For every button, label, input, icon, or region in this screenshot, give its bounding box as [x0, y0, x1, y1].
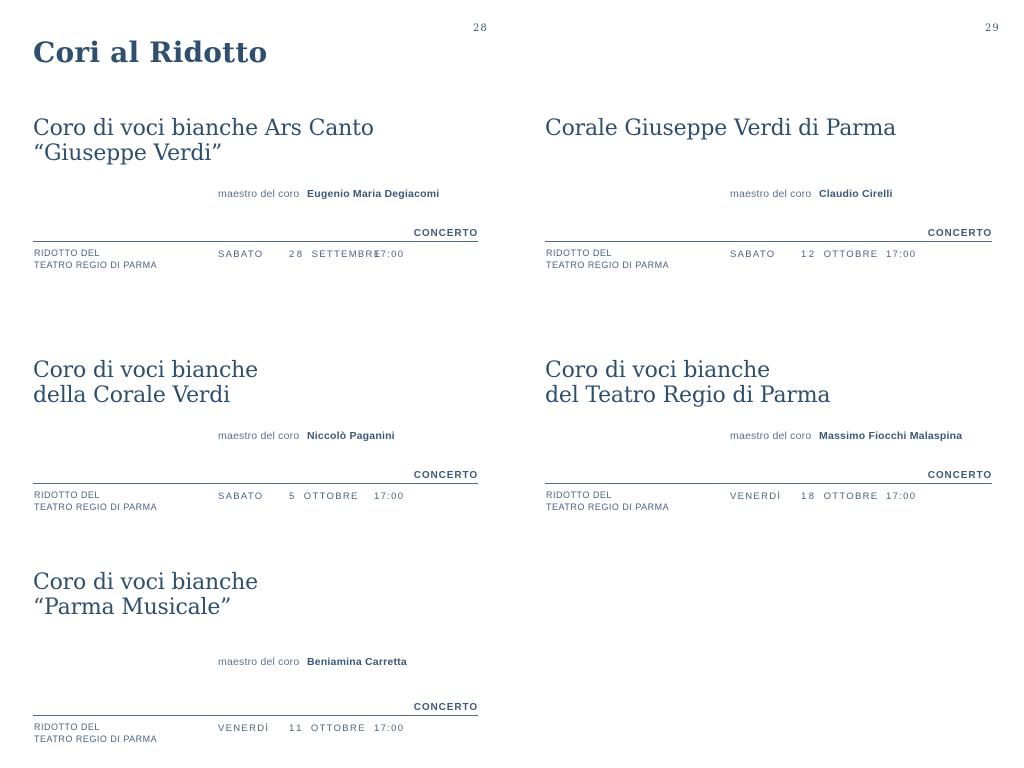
event-title-line1: Coro di voci bianche [33, 358, 258, 383]
event-title [33, 116, 374, 166]
day-of-week: SABATO [730, 249, 776, 260]
event-title [33, 570, 258, 620]
schedule-row [545, 490, 992, 518]
day-of-week: VENERDÌ [730, 491, 782, 502]
event-block-corale-verdi-parma [545, 116, 992, 286]
month: OTTOBRE [310, 723, 366, 734]
event-title [545, 358, 830, 408]
venue-line2: TEATRO REGIO DI PARMA [34, 259, 158, 270]
date-number: 18 [801, 491, 817, 502]
venue [546, 490, 726, 513]
maestro-label: maestro del coro [730, 430, 812, 442]
venue [34, 490, 214, 513]
venue-line1: RIDOTTO DEL [34, 490, 100, 500]
time: 17:00 [886, 491, 917, 502]
venue [546, 248, 726, 271]
maestro-name: Niccolò Paganini [307, 430, 395, 442]
venue-line1: RIDOTTO DEL [546, 490, 612, 500]
venue-line2: TEATRO REGIO DI PARMA [546, 501, 670, 512]
schedule-row [33, 490, 478, 518]
month: OTTOBRE [823, 249, 879, 260]
event-block-parma-musicale [33, 570, 478, 760]
event-type-label: CONCERTO [413, 470, 478, 481]
event-title-line2: della Corale Verdi [33, 383, 230, 408]
schedule-row [545, 248, 992, 276]
event-title-line1: Coro di voci bianche [33, 570, 258, 595]
month: OTTOBRE [303, 491, 359, 502]
venue [34, 248, 214, 271]
event-type-label: CONCERTO [413, 228, 478, 239]
maestro-label: maestro del coro [218, 656, 300, 668]
event-title-line1: Coro di voci bianche [545, 358, 770, 383]
date-number: 28 [289, 249, 305, 260]
event-title [545, 116, 896, 141]
divider-rule [33, 483, 478, 484]
time: 17:00 [374, 723, 405, 734]
venue-line2: TEATRO REGIO DI PARMA [34, 501, 158, 512]
event-title-line1: Corale Giuseppe Verdi di Parma [545, 116, 897, 141]
venue-line1: RIDOTTO DEL [34, 248, 100, 258]
event-title-line2: “Parma Musicale” [33, 595, 232, 620]
month: SETTEMBRE [311, 249, 382, 260]
maestro-label: maestro del coro [218, 188, 300, 200]
event-type-label: CONCERTO [927, 228, 992, 239]
date-group [289, 249, 381, 260]
date-number: 11 [289, 723, 304, 734]
venue [34, 722, 214, 745]
venue-line1: RIDOTTO DEL [34, 722, 100, 732]
event-title-line2: del Teatro Regio di Parma [545, 383, 831, 408]
date-group [289, 723, 366, 734]
event-type-label: CONCERTO [927, 470, 992, 481]
maestro-name: Massimo Fiocchi Malaspina [819, 430, 963, 442]
maestro-row [33, 430, 478, 444]
divider-rule [545, 241, 992, 242]
maestro-row [545, 188, 992, 202]
maestro-name: Beniamina Carretta [307, 656, 407, 668]
schedule-row [33, 248, 478, 276]
maestro-row [33, 188, 478, 202]
day-of-week: SABATO [218, 491, 264, 502]
venue-line1: RIDOTTO DEL [546, 248, 612, 258]
maestro-label: maestro del coro [218, 430, 300, 442]
time: 17:00 [374, 249, 405, 260]
event-title-line2: “Giuseppe Verdi” [33, 141, 223, 166]
day-of-week: VENERDÌ [218, 723, 270, 734]
event-block-teatro-regio [545, 358, 992, 528]
event-title-line1: Coro di voci bianche Ars Canto [33, 116, 374, 141]
maestro-name: Eugenio Maria Degiacomi [307, 188, 440, 200]
maestro-name: Claudio Cirelli [819, 188, 893, 200]
date-group [801, 249, 878, 260]
date-group [289, 491, 359, 502]
event-title [33, 358, 258, 408]
month: OTTOBRE [823, 491, 879, 502]
time: 17:00 [374, 491, 405, 502]
maestro-row [545, 430, 992, 444]
divider-rule [33, 715, 478, 716]
page-number-right: 29 [985, 23, 1000, 34]
day-of-week: SABATO [218, 249, 264, 260]
page-title: Cori al Ridotto [33, 35, 268, 69]
venue-line2: TEATRO REGIO DI PARMA [34, 733, 158, 744]
maestro-row [33, 656, 478, 670]
venue-line2: TEATRO REGIO DI PARMA [546, 259, 670, 270]
event-block-ars-canto [33, 116, 478, 286]
date-group [801, 491, 878, 502]
date-number: 12 [801, 249, 817, 260]
divider-rule [33, 241, 478, 242]
date-number: 5 [289, 491, 297, 502]
maestro-label: maestro del coro [730, 188, 812, 200]
time: 17:00 [886, 249, 917, 260]
divider-rule [545, 483, 992, 484]
event-block-della-corale-verdi [33, 358, 478, 528]
page-number-left: 28 [473, 23, 488, 34]
schedule-row [33, 722, 478, 750]
event-type-label: CONCERTO [413, 702, 478, 713]
